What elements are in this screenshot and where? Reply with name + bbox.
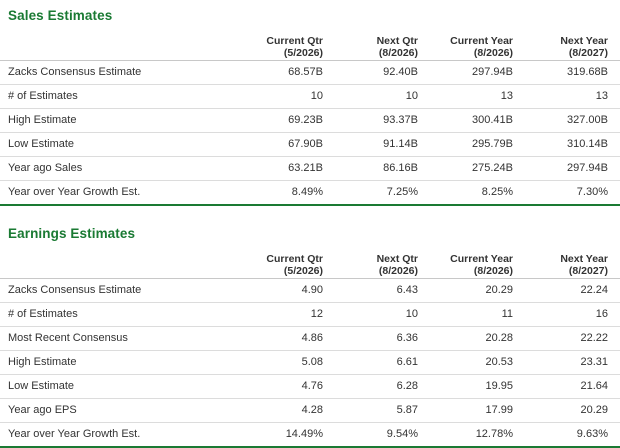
earnings-col-next-qtr-top: Next Qtr bbox=[376, 253, 418, 265]
sales-col-next-qtr-sub: (8/2026) bbox=[378, 47, 418, 59]
table-row bbox=[0, 303, 620, 327]
row-value-next-year: 7.30% bbox=[525, 181, 620, 206]
earnings-table-head bbox=[0, 249, 620, 279]
row-label: Year ago EPS bbox=[0, 399, 240, 423]
sales-col-header-current-qtr bbox=[240, 31, 335, 61]
table-row bbox=[0, 181, 620, 206]
row-value-next-qtr: 6.43 bbox=[335, 279, 430, 303]
section-sales-estimates bbox=[0, 2, 620, 206]
earnings-col-current-year-top: Current Year bbox=[450, 253, 513, 265]
earnings-col-next-year-sub: (8/2027) bbox=[568, 265, 608, 277]
row-value-current-qtr: 67.90B bbox=[240, 133, 335, 157]
section-earnings-estimates bbox=[0, 220, 620, 448]
row-value-next-qtr: 6.36 bbox=[335, 327, 430, 351]
table-row bbox=[0, 423, 620, 448]
earnings-col-current-qtr-sub: (5/2026) bbox=[283, 265, 323, 277]
row-value-next-qtr: 9.54% bbox=[335, 423, 430, 448]
row-value-current-qtr: 12 bbox=[240, 303, 335, 327]
earnings-col-header-label bbox=[0, 249, 240, 279]
sales-col-header-current-year bbox=[430, 31, 525, 61]
row-value-current-qtr: 14.49% bbox=[240, 423, 335, 448]
table-row bbox=[0, 375, 620, 399]
table-row bbox=[0, 351, 620, 375]
sales-col-header-next-qtr bbox=[335, 31, 430, 61]
row-value-next-year: 20.29 bbox=[525, 399, 620, 423]
earnings-table-body bbox=[0, 279, 620, 448]
row-value-current-year: 13 bbox=[430, 85, 525, 109]
row-value-next-year: 13 bbox=[525, 85, 620, 109]
earnings-col-next-qtr-sub: (8/2026) bbox=[378, 265, 418, 277]
row-value-current-qtr: 8.49% bbox=[240, 181, 335, 206]
sales-col-current-qtr-top: Current Qtr bbox=[266, 35, 323, 47]
row-value-current-qtr: 69.23B bbox=[240, 109, 335, 133]
row-label: Year over Year Growth Est. bbox=[0, 423, 240, 448]
earnings-col-current-year-sub: (8/2026) bbox=[473, 265, 513, 277]
row-value-current-qtr: 68.57B bbox=[240, 61, 335, 85]
row-value-current-year: 297.94B bbox=[430, 61, 525, 85]
row-value-current-qtr: 10 bbox=[240, 85, 335, 109]
row-value-current-qtr: 5.08 bbox=[240, 351, 335, 375]
row-value-next-qtr: 86.16B bbox=[335, 157, 430, 181]
row-value-current-qtr: 4.28 bbox=[240, 399, 335, 423]
sales-col-next-year-top: Next Year bbox=[560, 35, 608, 47]
row-value-next-year: 22.24 bbox=[525, 279, 620, 303]
row-value-next-qtr: 6.28 bbox=[335, 375, 430, 399]
sales-col-current-year-sub: (8/2026) bbox=[473, 47, 513, 59]
section-title-earnings: Earnings Estimates bbox=[8, 226, 136, 241]
sales-col-header-next-year bbox=[525, 31, 620, 61]
row-value-next-qtr: 91.14B bbox=[335, 133, 430, 157]
row-label: Low Estimate bbox=[0, 133, 240, 157]
row-value-next-year: 9.63% bbox=[525, 423, 620, 448]
row-value-current-year: 19.95 bbox=[430, 375, 525, 399]
sales-table-body bbox=[0, 61, 620, 206]
row-label: # of Estimates bbox=[0, 303, 240, 327]
earnings-col-header-next-year bbox=[525, 249, 620, 279]
earnings-col-header-next-qtr bbox=[335, 249, 430, 279]
sales-col-next-year-sub: (8/2027) bbox=[568, 47, 608, 59]
row-value-next-qtr: 6.61 bbox=[335, 351, 430, 375]
sales-col-current-qtr-sub: (5/2026) bbox=[283, 47, 323, 59]
row-value-current-qtr: 4.90 bbox=[240, 279, 335, 303]
row-label: High Estimate bbox=[0, 351, 240, 375]
earnings-estimates-table bbox=[0, 249, 620, 448]
row-value-next-qtr: 5.87 bbox=[335, 399, 430, 423]
sales-estimates-table bbox=[0, 31, 620, 206]
row-label: Year ago Sales bbox=[0, 157, 240, 181]
row-label: Low Estimate bbox=[0, 375, 240, 399]
row-value-next-year: 22.22 bbox=[525, 327, 620, 351]
section-title-sales: Sales Estimates bbox=[8, 8, 113, 23]
row-value-current-year: 275.24B bbox=[430, 157, 525, 181]
row-label: Zacks Consensus Estimate bbox=[0, 279, 240, 303]
earnings-col-header-current-qtr bbox=[240, 249, 335, 279]
row-value-current-qtr: 63.21B bbox=[240, 157, 335, 181]
row-value-next-qtr: 92.40B bbox=[335, 61, 430, 85]
section-spacer bbox=[0, 206, 620, 220]
row-value-current-year: 295.79B bbox=[430, 133, 525, 157]
sales-col-current-year-top: Current Year bbox=[450, 35, 513, 47]
row-value-current-qtr: 4.86 bbox=[240, 327, 335, 351]
row-label: # of Estimates bbox=[0, 85, 240, 109]
estimates-page bbox=[0, 2, 620, 440]
row-label: Zacks Consensus Estimate bbox=[0, 61, 240, 85]
sales-col-header-label bbox=[0, 31, 240, 61]
row-value-current-year: 11 bbox=[430, 303, 525, 327]
row-value-current-year: 20.28 bbox=[430, 327, 525, 351]
row-value-next-year: 327.00B bbox=[525, 109, 620, 133]
row-value-current-year: 20.29 bbox=[430, 279, 525, 303]
earnings-col-header-current-year bbox=[430, 249, 525, 279]
sales-table-head bbox=[0, 31, 620, 61]
sales-col-next-qtr-top: Next Qtr bbox=[376, 35, 418, 47]
row-label: Most Recent Consensus bbox=[0, 327, 240, 351]
row-value-next-qtr: 10 bbox=[335, 303, 430, 327]
table-row bbox=[0, 327, 620, 351]
row-value-next-year: 310.14B bbox=[525, 133, 620, 157]
earnings-col-current-qtr-top: Current Qtr bbox=[266, 253, 323, 265]
earnings-col-next-year-top: Next Year bbox=[560, 253, 608, 265]
row-value-next-year: 319.68B bbox=[525, 61, 620, 85]
row-value-next-qtr: 7.25% bbox=[335, 181, 430, 206]
row-value-current-year: 300.41B bbox=[430, 109, 525, 133]
row-value-current-year: 20.53 bbox=[430, 351, 525, 375]
table-row bbox=[0, 61, 620, 85]
row-value-current-year: 17.99 bbox=[430, 399, 525, 423]
table-row bbox=[0, 85, 620, 109]
row-value-next-year: 16 bbox=[525, 303, 620, 327]
row-value-current-year: 8.25% bbox=[430, 181, 525, 206]
row-value-next-year: 23.31 bbox=[525, 351, 620, 375]
table-row bbox=[0, 109, 620, 133]
row-value-current-year: 12.78% bbox=[430, 423, 525, 448]
row-value-current-qtr: 4.76 bbox=[240, 375, 335, 399]
table-row bbox=[0, 133, 620, 157]
row-label: Year over Year Growth Est. bbox=[0, 181, 240, 206]
row-value-next-qtr: 10 bbox=[335, 85, 430, 109]
table-row bbox=[0, 279, 620, 303]
row-label: High Estimate bbox=[0, 109, 240, 133]
row-value-next-year: 297.94B bbox=[525, 157, 620, 181]
row-value-next-year: 21.64 bbox=[525, 375, 620, 399]
row-value-next-qtr: 93.37B bbox=[335, 109, 430, 133]
table-row bbox=[0, 157, 620, 181]
